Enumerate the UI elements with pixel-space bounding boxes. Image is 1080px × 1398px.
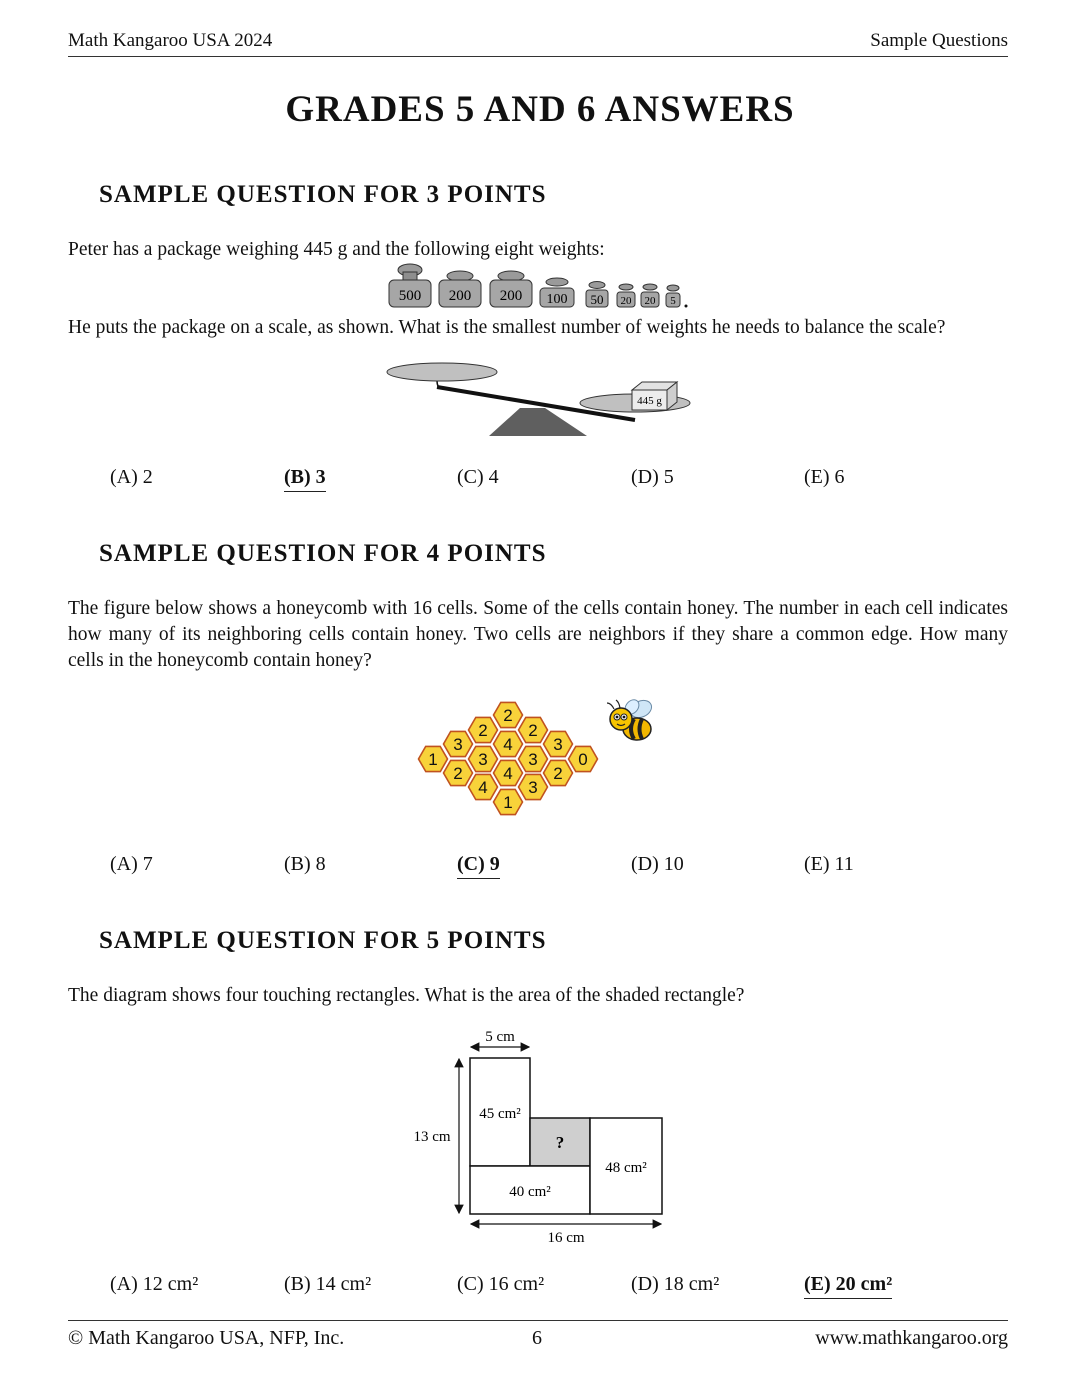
svg-text:20: 20 [644, 295, 656, 307]
q2-option-d[interactable]: (D) 10 [631, 853, 684, 875]
weight-500 [389, 264, 431, 307]
footer-copyright: © Math Kangaroo USA, NFP, Inc. [68, 1327, 345, 1349]
honeycomb-cell [544, 760, 573, 785]
weight-200 [490, 271, 532, 307]
honeycomb-cell [469, 746, 498, 771]
q2-option-a[interactable]: (A) 7 [110, 853, 153, 875]
svg-text:0: 0 [578, 750, 588, 769]
honeycomb-cell [444, 760, 473, 785]
honeycomb-cell [519, 746, 548, 771]
honeycomb-cell [494, 731, 523, 756]
honeycomb-cell [494, 702, 523, 727]
weight-5 [666, 285, 680, 307]
q1-heading: SAMPLE QUESTION FOR 3 POINTS [99, 181, 547, 208]
svg-text:16 cm: 16 cm [547, 1230, 585, 1246]
svg-text:445 g: 445 g [637, 395, 662, 407]
honeycomb-cell [519, 774, 548, 799]
svg-text:3: 3 [528, 778, 538, 797]
svg-text:4: 4 [503, 735, 513, 754]
honeycomb-figure [410, 695, 610, 820]
q3-option-c[interactable]: (C) 16 cm² [457, 1273, 545, 1295]
q1-option-d[interactable]: (D) 5 [631, 466, 674, 488]
svg-text:4: 4 [503, 764, 513, 783]
weight-20 [641, 284, 659, 307]
q2-heading: SAMPLE QUESTION FOR 4 POINTS [99, 540, 547, 567]
q3-option-d[interactable]: (D) 18 cm² [631, 1273, 720, 1295]
q2-option-e[interactable]: (E) 11 [804, 853, 854, 875]
q1-option-b-correct[interactable]: (B) 3 [284, 466, 326, 492]
svg-text:3: 3 [553, 735, 563, 754]
left-pan [387, 363, 497, 381]
svg-text:3: 3 [528, 750, 538, 769]
page-title: GRADES 5 AND 6 ANSWERS [285, 89, 795, 130]
rectangles-figure [405, 1025, 670, 1250]
q1-option-e[interactable]: (E) 6 [804, 466, 845, 488]
svg-text:2: 2 [528, 721, 538, 740]
scale-base [489, 408, 587, 436]
svg-text:2: 2 [478, 721, 488, 740]
svg-text:3: 3 [478, 750, 488, 769]
q1-text-1: Peter has a package weighing 445 g and the following eight weights: [68, 239, 605, 260]
q2-text: The figure below shows a honeycomb with 16 cells. Some of the cells contain honey. The number in each cell indicates how many of its neighboring cells contain honey. Two cells are neighbors if they share a common edge. How many cells in the honeycomb contain honey? [68, 598, 1008, 671]
svg-text:200: 200 [448, 288, 472, 304]
svg-text:3: 3 [453, 735, 463, 754]
q2-option-c-correct[interactable]: (C) 9 [457, 853, 500, 879]
svg-text:50: 50 [590, 292, 604, 307]
q3-option-b[interactable]: (B) 14 cm² [284, 1273, 372, 1295]
q1-option-a[interactable]: (A) 2 [110, 466, 153, 488]
svg-text:100: 100 [546, 292, 568, 307]
footer-rule [68, 1320, 1008, 1321]
q3-option-a[interactable]: (A) 12 cm² [110, 1273, 199, 1295]
header-right: Sample Questions [870, 30, 1008, 51]
honeycomb-cell [494, 760, 523, 785]
honeycomb-cell [494, 789, 523, 814]
svg-text:1: 1 [503, 793, 513, 812]
q1-text-2: He puts the package on a scale, as shown. What is the smallest number of weights he needs to balance the scale? [68, 317, 946, 338]
svg-text:200: 200 [499, 288, 523, 304]
header-rule [68, 56, 1008, 57]
honeycomb-cell [544, 731, 573, 756]
q1-option-c[interactable]: (C) 4 [457, 466, 499, 488]
svg-text:40 cm²: 40 cm² [509, 1184, 551, 1200]
svg-text:1: 1 [428, 750, 438, 769]
svg-text:2: 2 [453, 764, 463, 783]
page-number: 6 [532, 1327, 542, 1349]
honeycomb-cell [419, 746, 448, 771]
q3-heading: SAMPLE QUESTION FOR 5 POINTS [99, 927, 547, 954]
q2-option-b[interactable]: (B) 8 [284, 853, 326, 875]
svg-text:500: 500 [398, 288, 422, 304]
svg-text:5 cm: 5 cm [485, 1029, 515, 1045]
honeycomb-cell [519, 717, 548, 742]
honeycomb-cell [444, 731, 473, 756]
weight-100 [540, 278, 574, 307]
weight-50 [586, 282, 608, 308]
honeycomb-cell [569, 746, 598, 771]
svg-text:4: 4 [478, 778, 488, 797]
header-left: Math Kangaroo USA 2024 [68, 30, 273, 51]
weight-20 [617, 284, 635, 307]
honeycomb-cell [469, 717, 498, 742]
svg-text:45 cm²: 45 cm² [479, 1106, 521, 1122]
weights-figure [385, 262, 695, 312]
svg-text:13 cm: 13 cm [413, 1129, 451, 1145]
svg-text:2: 2 [503, 706, 513, 725]
q3-option-e-correct[interactable]: (E) 20 cm² [804, 1273, 892, 1299]
scale-figure [385, 360, 695, 442]
honeycomb-cell [469, 774, 498, 799]
svg-text:2: 2 [553, 764, 563, 783]
weight-200 [439, 271, 481, 307]
bee-icon [604, 697, 660, 749]
footer-link[interactable]: www.mathkangaroo.org [815, 1327, 1008, 1349]
package-box [632, 382, 677, 410]
svg-text:5: 5 [670, 295, 676, 307]
svg-text:20: 20 [620, 295, 632, 307]
q3-text: The diagram shows four touching rectangles. What is the area of the shaded rectangle? [68, 985, 745, 1006]
svg-text:?: ? [555, 1133, 565, 1152]
svg-text:48 cm²: 48 cm² [605, 1160, 647, 1176]
